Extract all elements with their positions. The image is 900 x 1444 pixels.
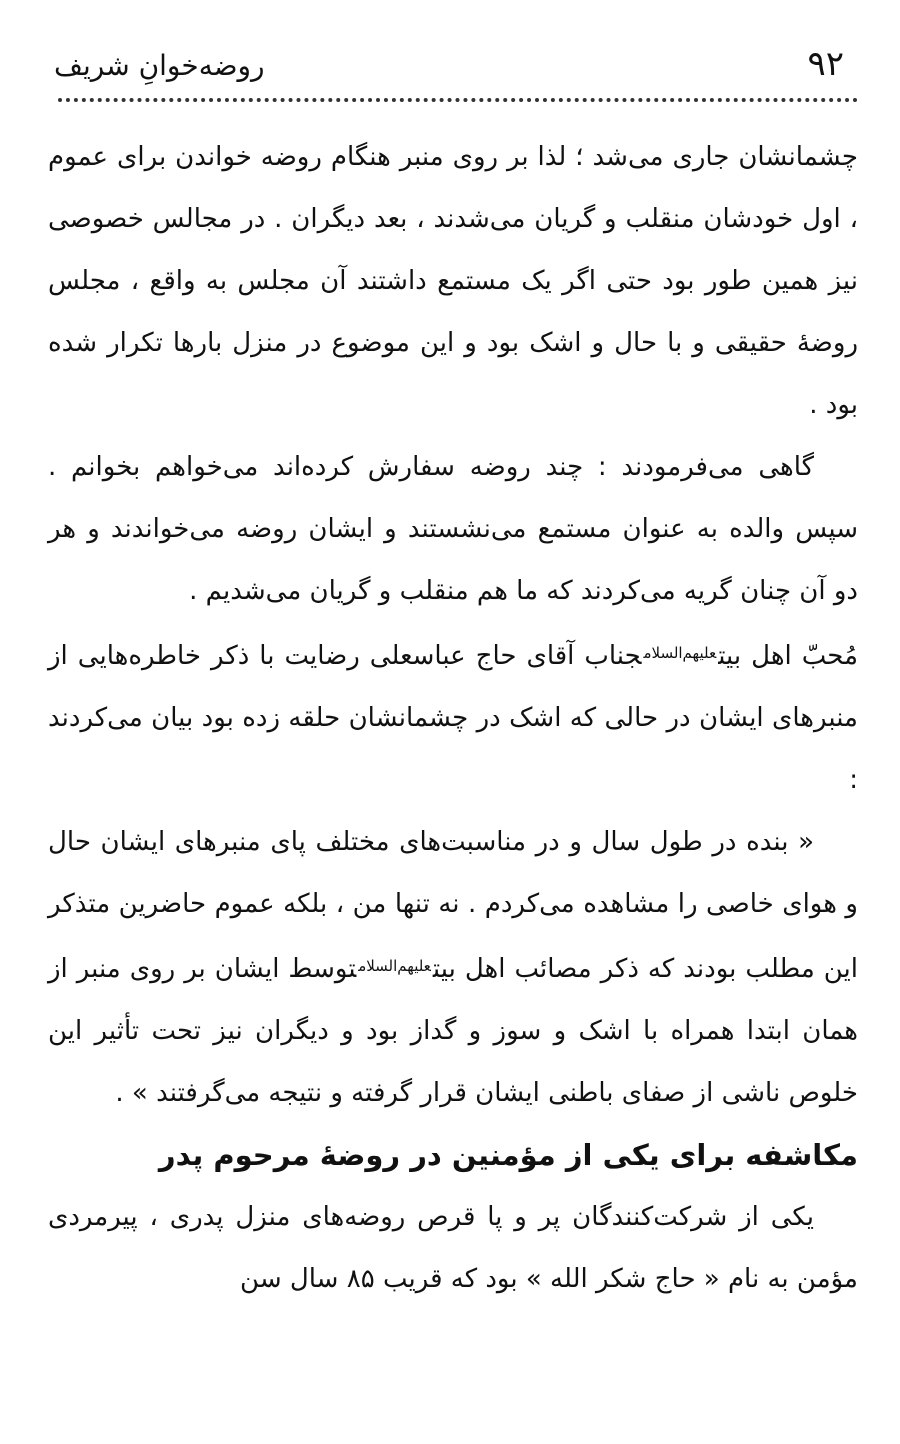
paragraph-4-quote [48,811,858,1124]
paragraph-4-end: توسط ایشان بر روی منبر از همان ابتدا همراه با اشک و سوز و گداز بود و دیگران نیز تحت تأثیر این خلوص ناشی از صفای باطنی ایشان قرار گرفته و نتیجه می‌گرفتند » . [48,954,858,1108]
section-heading: مکاشفه برای یکی از مؤمنین در روضهٔ مرحوم پدر [158,1138,858,1172]
running-title: روضه‌خوانِ شریف [54,49,265,82]
page-header [48,40,858,96]
salam-honorific: علیهم‌السلام [643,644,717,662]
paragraph-3 [48,622,858,811]
paragraph-4-start: « بنده در طول سال و در مناسبت‌های مختلف پای منبرهای ایشان حال و هوای خاصی را مشاهده می‌کردم . نه تنها من ، بلکه عموم حاضرین متذکر این مطلب بودند که ذکر مصائب اهل بیت [48,827,858,984]
paragraph-1: چشمانشان جاری می‌شد ؛ لذا بر روی منبر هنگام روضه خواندن برای عموم ، اول خودشان منقلب و گریان می‌شدند ، بعد دیگران . در مجالس خصوصی نیز همین طور بود حتی اگر یک مستمع داشتند آن مجلس به واقع ، مجلس روضهٔ حقیقی و با حال و اشک بود و این موضوع در منزل بارها تکرار شده بود . [48,142,858,420]
paragraph-3-start: مُحبّ اهل بیت [718,641,858,671]
paragraph-2: گاهی می‌فرمودند : چند روضه سفارش کرده‌اند می‌خواهم بخوانم . سپس والده به عنوان مستمع می‌نشستند و ایشان روضه می‌خواندند و هر دو آن چنان گریه می‌کردند که ما هم منقلب و گریان می‌شدیم . [48,452,858,606]
salam-honorific: علیهم‌السلام [358,957,431,975]
paragraph-5: یکی از شرکت‌کنندگان پر و پا قرص روضه‌های منزل پدری ، پیرمردی مؤمن به نام « حاج شکر الله » بود که قریب ۸۵ سال سن [48,1202,858,1294]
book-page [48,0,858,1444]
page-body [48,126,858,1310]
header-dotted-rule [58,98,858,102]
paragraph-3-end: جناب آقای حاج عباسعلی رضایت با ذکر خاطره‌هایی از منبرهای ایشان در حالی که اشک در چشمانشان حلقه زده بود بیان می‌کردند : [48,641,858,795]
page-number: ۹۲ [807,44,844,84]
